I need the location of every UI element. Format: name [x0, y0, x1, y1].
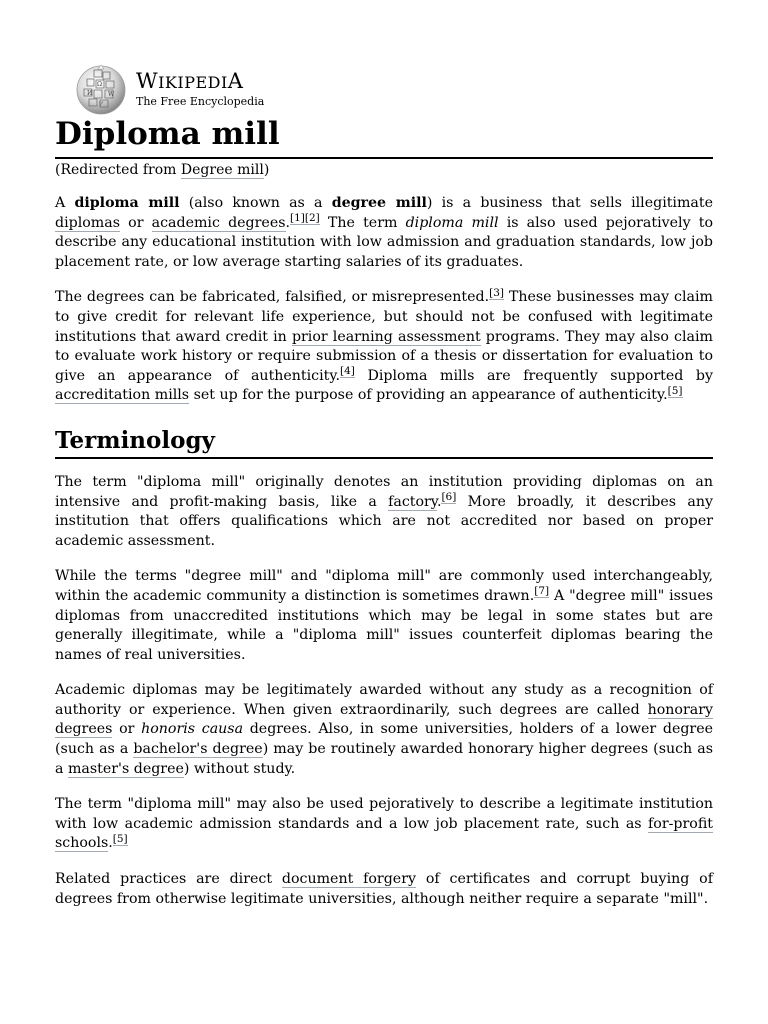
citation-3[interactable]: [3] [489, 286, 504, 299]
section-heading-terminology: Terminology [55, 426, 713, 459]
link-factory[interactable]: factory [388, 493, 437, 510]
link-academic-degrees[interactable]: academic degrees [151, 214, 286, 231]
intro-paragraph-1: A diploma mill (also known as a degree mill) is a business that sells illegitimate diplomas or academic degrees.[1][2] The term diploma mill is also used pejoratively to describe any educational institution with low admission and graduation standards, low job placement rate, or low average starting salaries of its graduates. [55, 195, 713, 270]
redirect-notice: (Redirected from Degree mill) [55, 162, 270, 178]
wikipedia-globe-icon [74, 62, 128, 116]
wikipedia-logo[interactable] [74, 62, 264, 116]
link-honorary-degrees[interactable]: honorary degrees [55, 701, 713, 738]
svg-text:И: И [87, 90, 93, 97]
citation-1[interactable]: [1] [290, 211, 305, 224]
svg-text:Ω: Ω [97, 81, 102, 88]
link-document-forgery[interactable]: document forgery [281, 871, 416, 888]
citation-6[interactable]: [6] [441, 490, 457, 503]
terminology-paragraph-5: Related practices are direct document forgery of certificates and corrupt buying of degrees from otherwise legitimate universities, although neither require a separate "mill". [55, 871, 713, 907]
redirect-link[interactable]: Degree mill [180, 162, 264, 178]
wordmark-tagline: The Free Encyclopedia [136, 95, 265, 108]
wikipedia-wordmark [136, 71, 264, 107]
link-for-profit-schools[interactable]: for-profit schools [55, 815, 713, 852]
wordmark-title: WIKIPEDIA [136, 69, 244, 93]
link-masters-degree[interactable]: master's degree [67, 760, 184, 777]
terminology-paragraph-2: While the terms "degree mill" and "diploma mill" are commonly used interchangeably, within the academic community a distinction is sometimes drawn.[7] A "degree mill" issues diplomas from unaccredited institutions which may be legal in some states but are generally illegitimate, while a "diploma mill" issues counterfeit diplomas bearing the names of real universities. [55, 568, 714, 663]
citation-4[interactable]: [4] [340, 365, 355, 378]
link-bachelors-degree[interactable]: bachelor's degree [133, 741, 263, 758]
link-prior-learning-assessment[interactable]: prior learning assessment [291, 328, 481, 345]
page-title: Diploma mill [55, 112, 713, 159]
citation-5[interactable]: [5] [667, 384, 683, 397]
link-accreditation-mills[interactable]: accreditation mills [55, 387, 190, 404]
article-body [55, 194, 713, 925]
terminology-paragraph-1: The term "diploma mill" originally denotes an institution providing diplomas on an intensive and profit-making basis, like a factory.[6] More broadly, it describes any institution that offers qualifications which are not accredited nor based on proper academic assessment. [55, 473, 713, 549]
intro-paragraph-2: The degrees can be fabricated, falsified, or misrepresented.[3] These businesses may claim to give credit for relevant life experience, but should not be confused with legitimate institutions that award credit in prior learning assessment programs. They may also claim to evaluate work history or require submission of a thesis or dissertation for evaluation to give an appearance of authenticity.[4] Diploma mills are frequently supported by accreditation mills set up for the purpose of providing an appearance of authenticity.[5] [55, 286, 713, 404]
terminology-paragraph-4: The term "diploma mill" may also be used pejoratively to describe a legitimate institution with low academic admission standards and a low job placement rate, such as for-profit schools.[5] [55, 796, 713, 852]
citation-5-second[interactable]: [5] [112, 832, 128, 845]
link-diplomas[interactable]: diplomas [55, 214, 120, 231]
svg-text:ア: ア [98, 101, 105, 108]
terminology-paragraph-3: Academic diplomas may be legitimately awarded without any study as a recognition of authority or experience. When given extraordinarily, such degrees are called honorary degrees or honoris causa degrees. Also, in some universities, holders of a lower degree (such as a bachelor's degree) may be routinely awarded honorary higher degrees (such as a master's degree) without study. [55, 682, 714, 777]
citation-7[interactable]: [7] [534, 585, 550, 598]
citation-2[interactable]: [2] [304, 211, 320, 224]
svg-text:W: W [108, 91, 115, 98]
